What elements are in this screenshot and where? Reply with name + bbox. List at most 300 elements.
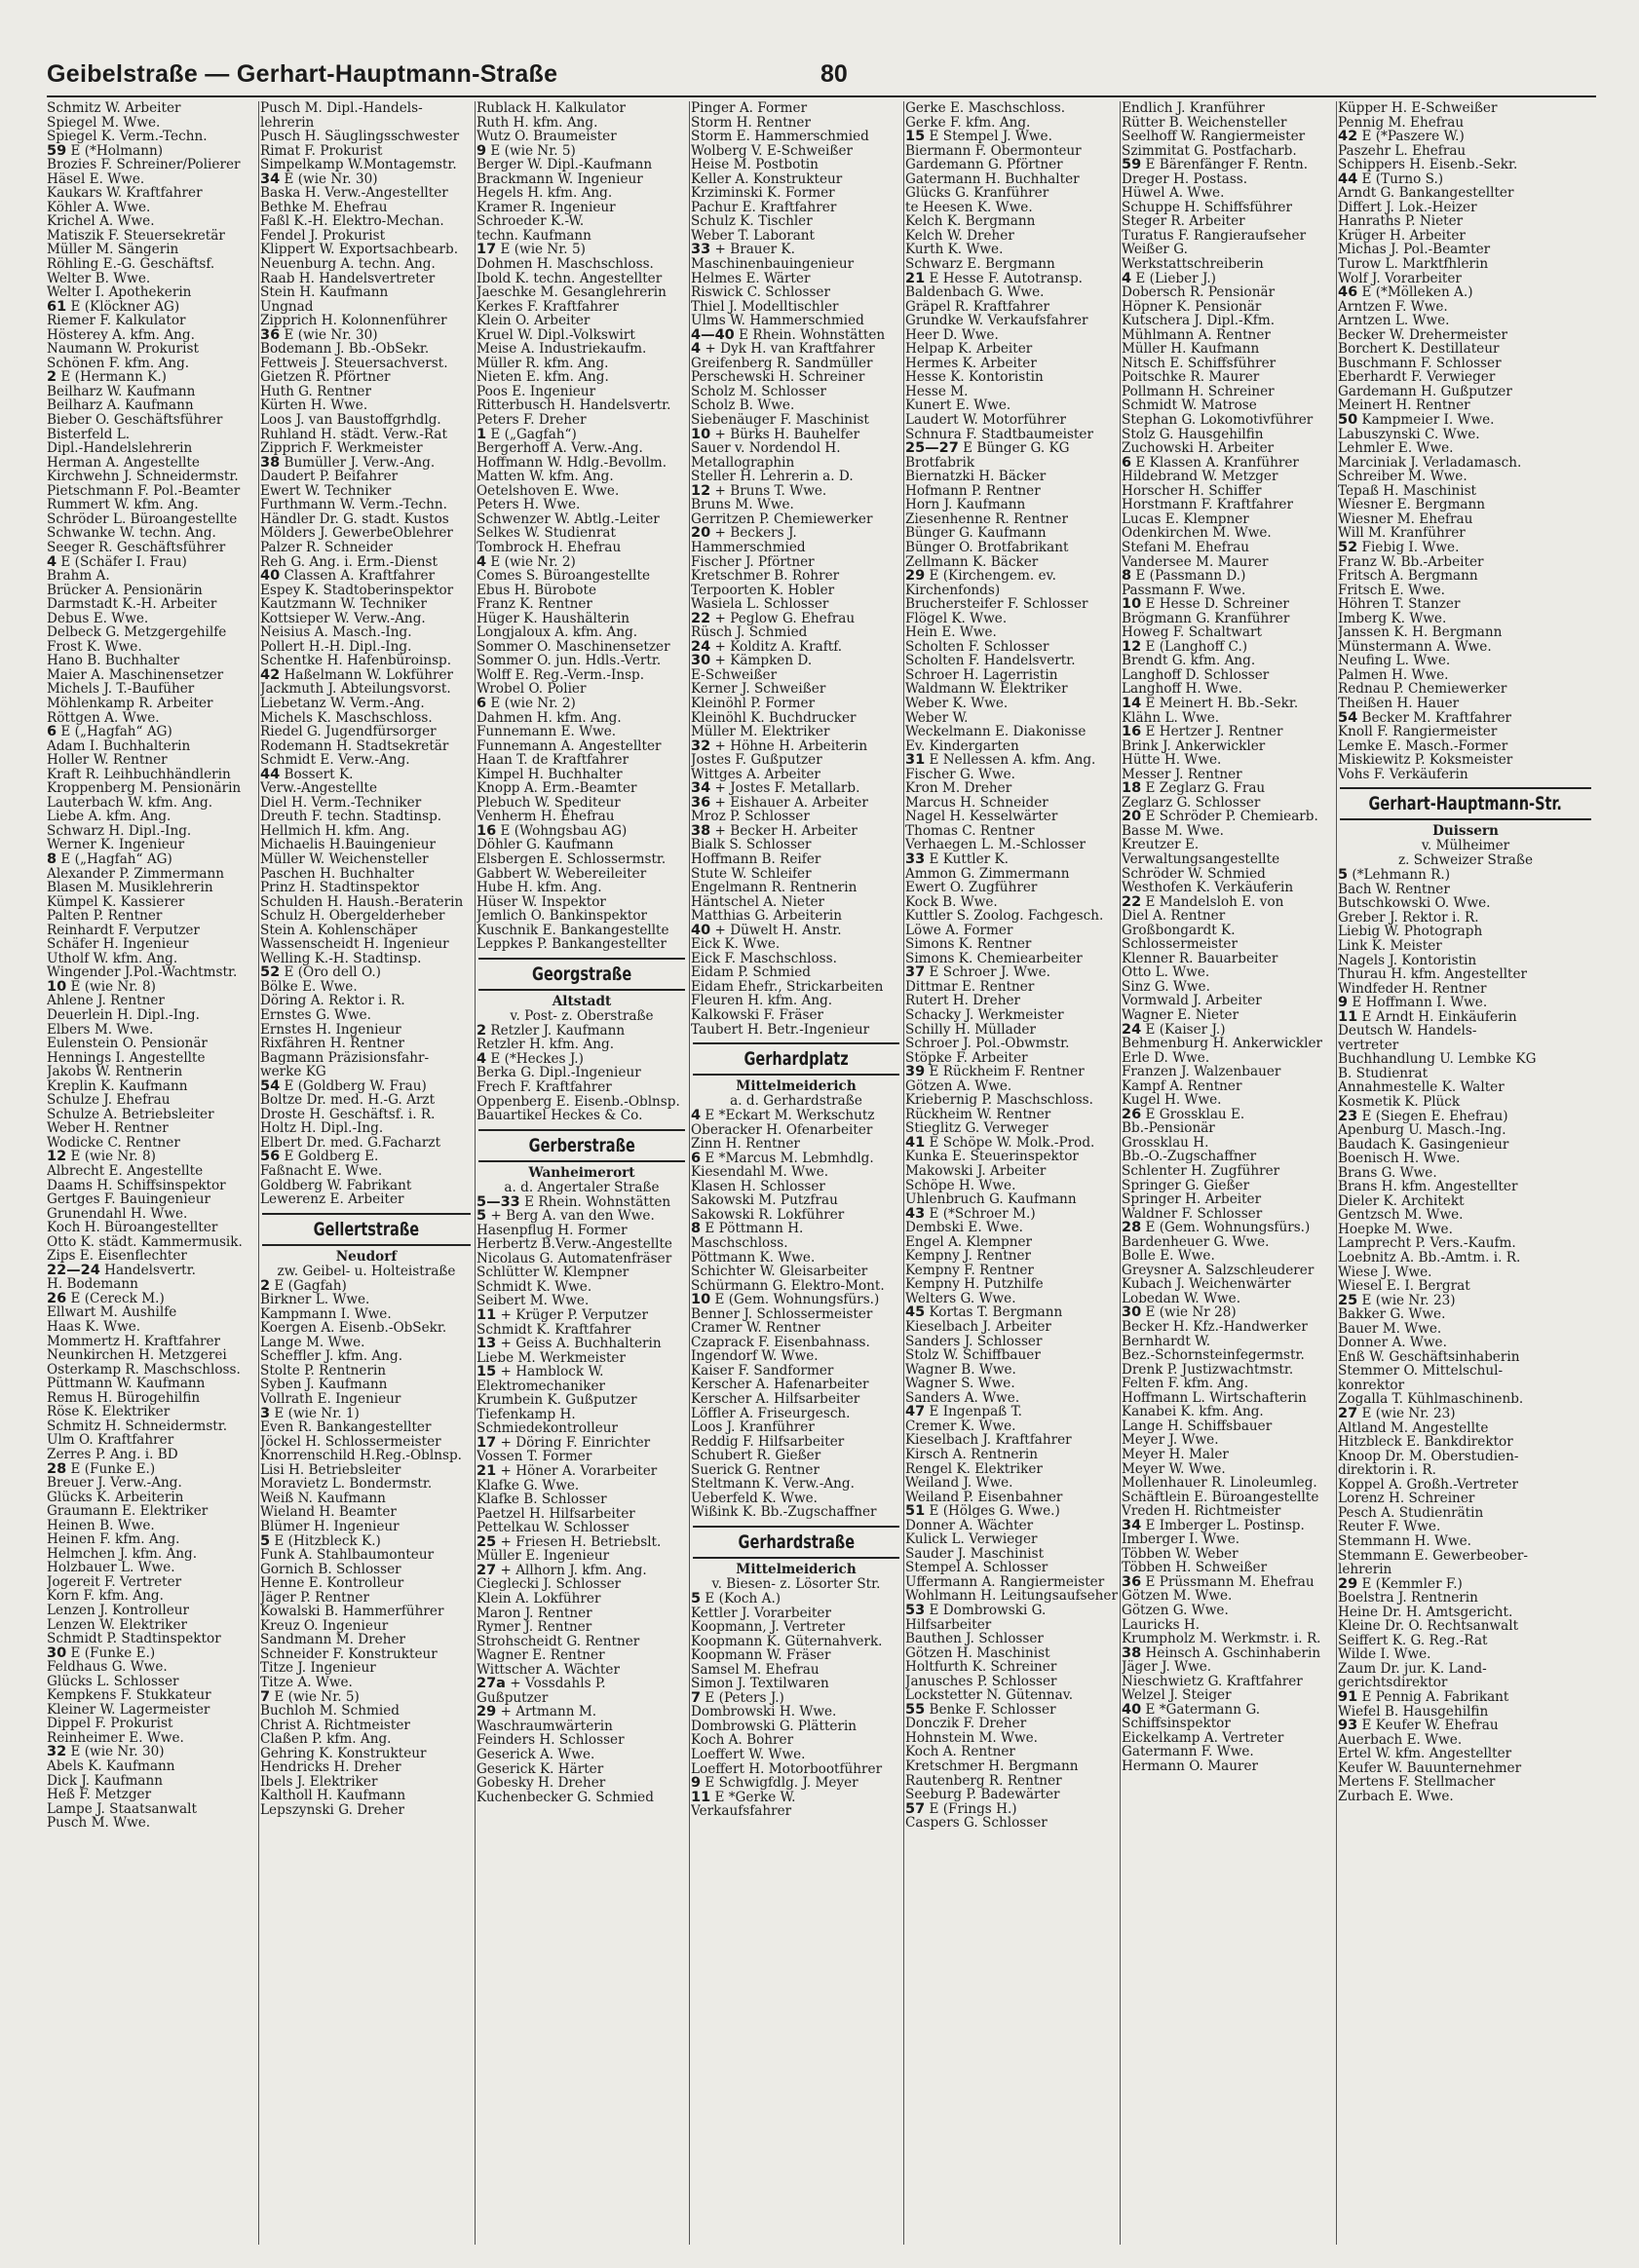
directory-entry: Frech F. Kraftfahrer: [476, 1080, 612, 1095]
directory-entry: Bodemann J. Bb.-ObSekr.: [260, 342, 430, 357]
directory-entry: Bieber O. Geschäftsführer: [47, 413, 223, 428]
directory-entry: Schmitz H. Schneidermstr.: [47, 1418, 228, 1434]
directory-entry: Kerner J. Schweißer: [691, 682, 826, 697]
street-name: Gerhardstraße: [738, 1531, 855, 1553]
directory-entry: 1 E („Gagfah“): [476, 427, 577, 442]
directory-entry: Brahm A.: [47, 569, 110, 584]
directory-entry: Passmann F. Wwe.: [1122, 583, 1246, 598]
directory-entry: Gertges F. Bauingenieur: [47, 1192, 210, 1207]
directory-entry: Stephan G. Lokomotivführer: [1122, 413, 1314, 428]
directory-entry: Thomas C. Rentner: [905, 823, 1035, 839]
directory-entry: Helmchen J. kfm. Ang.: [47, 1546, 198, 1562]
directory-entry: Pusch M. Dipl.-Handels-: [260, 101, 423, 116]
directory-entry: Gornich B. Schlosser: [260, 1562, 401, 1577]
directory-entry: Schroer J. Pol.-Obwmstr.: [905, 1037, 1070, 1051]
directory-entry: 4 E (wie Nr. 2): [476, 554, 576, 570]
directory-entry: 42 E (*Paszere W.): [1338, 130, 1465, 144]
directory-entry: Oetelshoven E. Wwe.: [476, 483, 620, 499]
directory-entry: Seelhoff W. Rangiermeister: [1122, 130, 1306, 144]
directory-entry: Wagner E. Nieter: [1122, 1008, 1239, 1023]
directory-entry: Ingendorf W. Wwe.: [691, 1349, 819, 1364]
directory-entry: Flögel K. Wwe.: [905, 611, 1008, 626]
directory-entry: Pollert H.-H. Dipl.-Ing.: [260, 639, 412, 655]
directory-entry: Blümer H. Ingenieur: [260, 1519, 400, 1534]
directory-entry: Bardenheuer G. Wwe.: [1122, 1234, 1270, 1250]
directory-entry: Pachur E. Kraftfahrer: [691, 200, 837, 215]
directory-entry: 29 E (Kirchengem. ev.: [905, 569, 1056, 584]
directory-entry: Verkaufsfahrer: [691, 1804, 792, 1819]
directory-entry: Breuer J. Verw.-Ang.: [47, 1476, 182, 1491]
directory-entry: Schmidt P. Stadtinspektor: [47, 1632, 221, 1646]
column-separator: [1336, 101, 1337, 2245]
directory-entry: Möhlenkamp R. Arbeiter: [47, 696, 213, 711]
directory-entry: Arndt G. Bankangestellter: [1338, 186, 1514, 201]
directory-entry: Liebetanz W. Verm.-Ang.: [260, 696, 425, 711]
directory-entry: Turow L. Marktfhlerin: [1338, 257, 1489, 272]
directory-entry: Wrobel O. Polier: [476, 682, 587, 697]
directory-entry: Kerscher A. Hilfsarbeiter: [691, 1392, 860, 1407]
directory-entry: Sakowski R. Lokführer: [691, 1207, 845, 1223]
page-number: 80: [820, 60, 848, 88]
directory-entry: Hegels H. kfm. Ang.: [476, 186, 613, 201]
directory-entry: Klasen H. Schlosser: [691, 1179, 825, 1194]
directory-entry: Pöttmann K. Wwe.: [691, 1250, 816, 1266]
directory-entry: Brücker A. Pensionärin: [47, 583, 203, 598]
directory-entry: 22—24 Handelsvertr.: [47, 1263, 196, 1278]
directory-entry: Horscher H. Schiffer: [1122, 483, 1262, 499]
directory-entry: Kock B. Wwe.: [905, 894, 998, 910]
directory-entry: Zogalla T. Kühlmaschinenb.: [1338, 1392, 1524, 1408]
directory-entry: Werner K. Ingenieur: [47, 838, 185, 852]
directory-entry: Wagner E. Rentner: [476, 1648, 605, 1663]
directory-entry: Pietschmann F. Pol.-Beamter: [47, 483, 241, 499]
directory-entry: Meyer J. Wwe.: [1122, 1433, 1219, 1448]
directory-entry: Hano B. Buchhalter: [47, 654, 180, 668]
directory-entry: Kleine Dr. O. Rechtsanwalt: [1338, 1619, 1519, 1634]
directory-entry: Kieselbach J. Arbeiter: [905, 1320, 1051, 1335]
directory-entry: Howeg F. Schaltwart: [1122, 625, 1262, 640]
directory-entry: Abels K. Kaufmann: [47, 1758, 175, 1774]
directory-entry: Michaelis H.Bauingenieur: [260, 838, 437, 852]
directory-entry: Riemer F. Kalkulator: [47, 314, 186, 328]
directory-entry: Poos E. Ingenieur: [476, 384, 596, 399]
directory-entry: Elektromechaniker: [476, 1379, 605, 1394]
directory-entry: 10 E (wie Nr. 8): [47, 979, 156, 995]
directory-entry: Wißink K. Bb.-Zugschaffner: [691, 1505, 877, 1520]
directory-entry: Dobersch R. Pensionär: [1122, 285, 1276, 300]
directory-entry: Höpner K. Pensionär: [1122, 299, 1262, 315]
directory-entry: Bach W. Rentner: [1338, 882, 1450, 897]
directory-entry: Nicolaus G. Automatenfräser: [476, 1251, 672, 1266]
directory-entry: Fischer J. Pförtner: [691, 554, 815, 570]
directory-entry: Grossklau H.: [1122, 1135, 1209, 1151]
directory-entry: Händler Dr. G. stadt. Kustos: [260, 511, 449, 527]
directory-entry: Maron J. Rentner: [476, 1606, 592, 1621]
directory-entry: Ruth H. kfm. Ang.: [476, 115, 598, 131]
directory-entry: Kruel W. Dipl.-Volkswirt: [476, 327, 635, 343]
directory-entry: Jostes F. Gußputzer: [691, 753, 822, 768]
district-name: Mittelmeiderich: [736, 1561, 857, 1577]
directory-entry: Gobesky H. Dreher: [476, 1776, 606, 1791]
directory-entry: Gerke F. kfm. Ang.: [905, 115, 1031, 131]
directory-entry: Koopmann K. Güternahverk.: [691, 1634, 883, 1649]
directory-entry: Ueberfeld K. Wwe.: [691, 1491, 818, 1506]
directory-entry: Loeffert W. Wwe.: [691, 1747, 806, 1762]
street-range: a. d. Gerhardstraße: [730, 1093, 862, 1110]
directory-entry: Sakowski M. Putzfrau: [691, 1193, 838, 1208]
directory-entry: Gardemann H. Gußputzer: [1338, 384, 1512, 399]
directory-entry: Naumann W. Prokurist: [47, 342, 199, 357]
directory-entry: Wohlmann H. Leitungsaufseher: [905, 1589, 1118, 1604]
directory-entry: Longjaloux A. kfm. Ang.: [476, 625, 638, 640]
directory-entry: Heinen B. Wwe.: [47, 1518, 155, 1533]
directory-entry: 12 E (wie Nr. 8): [47, 1150, 156, 1165]
directory-entry: Koch A. Bohrer: [691, 1733, 794, 1748]
directory-entry: E-Schweißer: [691, 667, 778, 683]
directory-entry: Zinn H. Rentner: [691, 1137, 800, 1152]
directory-entry: 27 E (wie Nr. 23): [1338, 1407, 1456, 1421]
directory-entry: Wagner B. Wwe.: [905, 1362, 1016, 1378]
directory-entry: Seeger R. Geschäftsführer: [47, 540, 226, 555]
directory-entry: Steltmann K. Verw.-Ang.: [691, 1477, 855, 1492]
directory-entry: Kron M. Dreher: [905, 781, 1012, 796]
directory-entry: Kempkens F. Stukkateur: [47, 1688, 211, 1703]
directory-entry: Buchhandlung U. Lembke KG: [1338, 1052, 1537, 1067]
directory-entry: Butschkowski O. Wwe.: [1338, 896, 1491, 911]
directory-entry: Neuenburg A. techn. Ang.: [260, 257, 436, 272]
directory-entry: Nagels J. Kontoristin: [1338, 953, 1477, 968]
directory-entry: Küpper H. E-Schweißer: [1338, 101, 1498, 116]
directory-entry: Müller R. kfm. Ang.: [476, 356, 609, 371]
directory-entry: Hube H. kfm. Ang.: [476, 881, 602, 895]
directory-entry: Springer H. Arbeiter: [1122, 1192, 1262, 1207]
directory-entry: Hesse M.: [905, 384, 969, 399]
directory-entry: 5 + Berg A. van den Wwe.: [476, 1209, 655, 1224]
directory-entry: Steller H. Lehrerin a. D.: [691, 470, 854, 484]
directory-entry: 40 E *Gatermann G.: [1122, 1702, 1261, 1718]
directory-entry: Zellmann K. Bäcker: [905, 554, 1039, 570]
directory-entry: Klafke G. Wwe.: [476, 1478, 580, 1493]
directory-entry: Ibels J. Elektriker: [260, 1774, 378, 1790]
directory-entry: Heinen F. kfm. Ang.: [47, 1532, 180, 1547]
directory-entry: Brögmann G. Kranführer: [1122, 611, 1290, 626]
directory-entry: Maschschloss.: [691, 1236, 788, 1251]
directory-entry: Dombrowski H. Wwe.: [691, 1705, 837, 1720]
directory-entry: 16 E Hertzer J. Rentner: [1122, 725, 1283, 739]
directory-entry: Krumbein K. Gußputzer: [476, 1393, 637, 1408]
directory-entry: 33 + Brauer K.: [691, 243, 795, 258]
directory-entry: Kalkowski F. Fräser: [691, 1008, 824, 1023]
directory-entry: Hohnstein M. Wwe.: [905, 1730, 1038, 1746]
directory-entry: Gatermann F. Wwe.: [1122, 1745, 1254, 1759]
page-header: [47, 57, 1596, 95]
directory-entry: Hoffmann L. Wirtschafterin: [1122, 1390, 1307, 1406]
directory-entry: Herman A. Angestellte: [47, 455, 200, 471]
directory-entry: Ebus H. Bürobote: [476, 583, 596, 598]
directory-entry: Weiland P. Eisenbahner: [905, 1490, 1063, 1505]
directory-entry: Dittmar E. Rentner: [905, 979, 1035, 995]
directory-entry: Palten P. Rentner: [47, 909, 163, 924]
directory-entry: Szimmitat G. Postfacharb.: [1122, 143, 1297, 159]
directory-entry: Loebnitz A. Bb.-Amtm. i. R.: [1338, 1251, 1521, 1266]
directory-entry: Klenner R. Bauarbeiter: [1122, 951, 1278, 966]
directory-entry: Münstermann A. Wwe.: [1338, 639, 1492, 655]
directory-entry: 38 Bumüller J. Verw.-Ang.: [260, 455, 436, 471]
directory-entry: Fleuren H. kfm. Ang.: [691, 994, 833, 1008]
directory-entry: Eidam Ehefr., Strickarbeiten: [691, 979, 884, 995]
directory-entry: Eickelkamp A. Vertreter: [1122, 1730, 1284, 1746]
directory-entry: Springer G. Gießer: [1122, 1178, 1250, 1193]
directory-entry: Hilfsarbeiter: [905, 1617, 992, 1633]
directory-entry: Holtz H. Dipl.-Ing.: [260, 1121, 384, 1136]
directory-entry: Feinders H. Schlosser: [476, 1733, 625, 1748]
directory-entry: Kuschnik E. Bankangestellte: [476, 923, 669, 938]
directory-entry: Lucas E. Klempner: [1122, 511, 1249, 527]
directory-entry: Kreutzer E.: [1122, 838, 1200, 852]
directory-entry: Vormwald J. Arbeiter: [1122, 994, 1262, 1008]
directory-entry: Peters F. Dreher: [476, 413, 587, 428]
directory-entry: Wingender J.Pol.-Wachtmstr.: [47, 965, 238, 980]
directory-entry: 5—33 E Rhein. Wohnstätten: [476, 1194, 671, 1210]
directory-entry: Koopmann W. Fräser: [691, 1648, 831, 1663]
directory-entry: Ahlene J. Rentner: [47, 994, 165, 1008]
directory-entry: Paetzel H. Hilfsarbeiter: [476, 1506, 635, 1522]
directory-entry: Kramer R. Ingenieur: [476, 200, 616, 215]
directory-entry: Schroeder K.-W.: [476, 214, 585, 229]
directory-entry: Annahmestelle K. Walter: [1338, 1080, 1505, 1095]
directory-entry: Terpoorten K. Hobler: [691, 583, 835, 598]
directory-entry: Behmenburg H. Ankerwickler: [1122, 1037, 1323, 1051]
directory-entry: Heise M. Postbotin: [691, 158, 819, 172]
directory-entry: Welters G. Wwe.: [905, 1291, 1016, 1306]
directory-entry: Röhling E.-G. Geschäftsf.: [47, 257, 215, 272]
directory-entry: 38 + Becker H. Arbeiter: [691, 823, 858, 839]
directory-entry: Loeffert H. Motorbootführer: [691, 1761, 883, 1777]
directory-entry: Stemmer O. Mittelschul-: [1338, 1364, 1504, 1379]
directory-entry: Wilde I. Wwe.: [1338, 1647, 1431, 1662]
directory-entry: Rückheim W. Rentner: [905, 1107, 1051, 1122]
directory-entry: Lenzen J. Kontrolleur: [47, 1603, 190, 1618]
directory-entry: Bauthen J. Schlosser: [905, 1632, 1044, 1646]
directory-entry: Hildebrand W. Metzger: [1122, 470, 1278, 484]
directory-entry: 4 E (*Heckes J.): [476, 1051, 584, 1067]
directory-entry: Krüger H. Arbeiter: [1338, 228, 1466, 244]
column-3: [476, 101, 687, 2254]
directory-entry: 40 Classen A. Kraftfahrer: [260, 569, 436, 584]
directory-entry: Knoll F. Rangiermeister: [1338, 725, 1498, 739]
column-separator: [903, 101, 904, 2245]
directory-entry: Grundke W. Verkaufsfahrer: [905, 314, 1088, 328]
directory-entry: Ernstes G. Wwe.: [260, 1008, 371, 1023]
directory-entry: Geserick K. Härter: [476, 1761, 604, 1777]
directory-entry: Kampf A. Rentner: [1122, 1078, 1242, 1094]
directory-entry: Schwenzer W. Abtlg.-Leiter: [476, 511, 660, 527]
directory-entry: 59 E Bärenfänger F. Rentn.: [1122, 158, 1309, 172]
directory-entry: Titze J. Ingenieur: [260, 1661, 376, 1676]
directory-entry: Schröder L. Büroangestellte: [47, 511, 238, 527]
directory-entry: Elsbergen E. Schlossermstr.: [476, 851, 667, 867]
directory-entry: Helpap K. Arbeiter: [905, 342, 1033, 357]
directory-entry: Ruhland H. städt. Verw.-Rat: [260, 427, 447, 442]
directory-entry: Kosmetik K. Plück: [1338, 1095, 1461, 1110]
directory-entry: Liebig W. Photograph: [1338, 925, 1483, 939]
directory-entry: Eberhardt F. Verwieger: [1338, 370, 1496, 385]
directory-entry: Spiegel M. Wwe.: [47, 115, 161, 131]
directory-entry: Stolz G. Hausgehilfin: [1122, 427, 1264, 442]
directory-entry: Schöpe H. Wwe.: [905, 1178, 1016, 1193]
street-name: Georgstraße: [531, 963, 632, 985]
directory-entry: 13 + Geiss A. Buchhalterin: [476, 1337, 662, 1351]
directory-entry: Horn J. Kaufmann: [905, 498, 1026, 512]
directory-entry: Klähn L. Wwe.: [1122, 710, 1220, 726]
directory-entry: 53 E Dombrowski G.: [905, 1603, 1047, 1618]
directory-entry: 52 Fiebig I. Wwe.: [1338, 540, 1460, 555]
directory-entry: Herbertz B.Verw.-Angestellte: [476, 1237, 672, 1252]
directory-entry: Eick F. Maschschloss.: [691, 951, 837, 966]
directory-entry: 6 E (wie Nr. 2): [476, 696, 576, 711]
directory-entry: Gentzsch M. Wwe.: [1338, 1208, 1464, 1223]
directory-entry: Czaprack F. Eisenbahnass.: [691, 1335, 870, 1350]
directory-entry: techn. Kaufmann: [476, 228, 591, 244]
directory-entry: Müller E. Ingenieur: [476, 1549, 610, 1564]
directory-entry: Greysner A. Salzschleuderer: [1122, 1263, 1315, 1278]
directory-entry: Kurth K. Wwe.: [905, 243, 1004, 258]
directory-entry: Bakker G. Wwe.: [1338, 1307, 1446, 1322]
directory-entry: 17 + Döring F. Einrichter: [476, 1435, 651, 1451]
directory-entry: 5 (*Lehmann R.): [1338, 868, 1451, 883]
directory-entry: Hanraths P. Nieter: [1338, 214, 1464, 229]
directory-entry: Donner A. Wwe.: [1338, 1336, 1447, 1350]
directory-entry: B. Studienrat: [1338, 1066, 1429, 1081]
directory-entry: Döring A. Rektor i. R.: [260, 994, 405, 1008]
directory-entry: Vollrath E. Ingenieur: [260, 1392, 401, 1407]
directory-entry: Benner J. Schlossermeister: [691, 1306, 873, 1322]
directory-entry: Selkes W. Studienrat: [476, 526, 616, 541]
directory-entry: 6 E („Hagfah“ AG): [47, 725, 172, 739]
directory-entry: Zeglarz G. Schlosser: [1122, 795, 1261, 811]
directory-entry: Lockstetter N. Gütennav.: [905, 1688, 1074, 1703]
directory-entry: Paszehr L. Ehefrau: [1338, 143, 1467, 159]
directory-entry: Enß W. Geschäftsinhaberin: [1338, 1349, 1520, 1365]
directory-entry: Gerke E. Maschschloss.: [905, 101, 1066, 116]
directory-entry: Kulick L. Verwieger: [905, 1532, 1038, 1547]
directory-entry: 20 E Schröder P. Chemiearb.: [1122, 810, 1318, 824]
directory-entry: Dahmen H. kfm. Ang.: [476, 710, 622, 726]
directory-entry: 27a + Vossdahls P.: [476, 1677, 606, 1691]
directory-entry: Arntzen L. Wwe.: [1338, 314, 1450, 328]
directory-entry: Otto L. Wwe.: [1122, 965, 1210, 980]
directory-entry: Daudert P. Beifahrer: [260, 470, 399, 484]
directory-entry: 54 E (Goldberg W. Frau): [260, 1078, 427, 1094]
directory-entry: Bünger O. Brotfabrikant: [905, 540, 1069, 555]
directory-entry: Basse M. Wwe.: [1122, 823, 1224, 839]
directory-entry: 25—27 E Bünger G. KG: [905, 441, 1070, 456]
directory-entry: Müller M. Sängerin: [47, 243, 179, 258]
directory-entry: Kriebernig P. Maschschloss.: [905, 1093, 1093, 1108]
directory-entry: Hüger K. Haushälterin: [476, 611, 629, 626]
directory-entry: Liebe M. Werkmeister: [476, 1350, 626, 1366]
directory-entry: Elbers M. Wwe.: [47, 1022, 154, 1038]
directory-entry: 28 E (Funke E.): [47, 1461, 156, 1477]
directory-entry: Marciniak J. Verladamasch.: [1338, 455, 1522, 471]
directory-entry: 24 + Kolditz A. Kraftf.: [691, 639, 843, 655]
directory-entry: Thurau H. kfm. Angestellter: [1338, 967, 1528, 982]
directory-entry: Schmidt K. Kraftfahrer: [476, 1322, 631, 1338]
directory-entry: Schröder W. Schmied: [1122, 866, 1266, 882]
directory-entry: Faßnacht E. Wwe.: [260, 1164, 383, 1179]
directory-entry: Kempny F. Rentner: [905, 1263, 1034, 1278]
directory-entry: Wutz O. Braumeister: [476, 130, 617, 144]
directory-entry: Vreden H. Richtmeister: [1122, 1504, 1281, 1519]
directory-entry: Dipl.-Handelslehrerin: [47, 441, 193, 456]
directory-entry: Schmiedekontrolleur: [476, 1421, 619, 1436]
directory-entry: Otto K. städt. Kammermusik.: [47, 1234, 243, 1250]
directory-entry: Eulenstein O. Pensionär: [47, 1037, 208, 1051]
directory-entry: Buschmann F. Schlosser: [1338, 356, 1502, 371]
directory-entry: Bez.-Schornsteinfegermstr.: [1122, 1348, 1305, 1363]
directory-entry: Bruchersteifer F. Schlosser: [905, 597, 1088, 612]
directory-entry: Bauartikel Heckes & Co.: [476, 1109, 643, 1123]
directory-entry: vertreter: [1338, 1038, 1399, 1053]
directory-entry: Knopp A. Erm.-Beamter: [476, 781, 637, 796]
directory-entry: Weckelmann E. Diakonisse: [905, 725, 1086, 739]
directory-entry: Koch A. Rentner: [905, 1745, 1015, 1759]
directory-entry: 32 E (wie Nr. 30): [47, 1745, 165, 1759]
directory-entry: Kerscher A. Hafenarbeiter: [691, 1378, 869, 1393]
directory-entry: Knorrenschild H.Reg.-Oblnsp.: [260, 1449, 462, 1463]
directory-entry: 2 Retzler J. Kaufmann: [476, 1023, 626, 1039]
directory-entry: Retzler H. kfm. Ang.: [476, 1038, 615, 1052]
directory-entry: Maschinenbauingenieur: [691, 257, 855, 272]
directory-entry: Delbeck G. Metzgergehilfe: [47, 625, 227, 640]
directory-entry: Wolff E. Reg.-Verm.-Insp.: [476, 667, 645, 683]
directory-entry: Simon J. Textilwaren: [691, 1677, 829, 1691]
directory-entry: Bisterfeld L.: [47, 427, 131, 442]
directory-entry: 11 E *Gerke W.: [691, 1790, 796, 1805]
directory-entry: Verw.-Angestellte: [260, 781, 378, 796]
directory-entry: Franzen J. Walzenbauer: [1122, 1065, 1281, 1079]
directory-entry: Götzen H. Maschinist: [905, 1645, 1050, 1661]
directory-entry: Bernhardt W.: [1122, 1334, 1211, 1349]
directory-entry: Kirsch A. Rentnerin: [905, 1447, 1039, 1462]
directory-entry: Gabbert W. Webereileiter: [476, 866, 647, 882]
directory-entry: Fischer G. Wwe.: [905, 767, 1015, 782]
street-range: zw. Geibel- u. Holteistraße: [277, 1263, 456, 1279]
column-6: [1122, 101, 1334, 2254]
directory-entry: Tepaß H. Maschinist: [1338, 483, 1477, 499]
directory-entry: Pusch M. Wwe.: [47, 1816, 151, 1831]
directory-entry: Sauer v. Nordendol H.: [691, 441, 841, 456]
directory-entry: Hoffmann W. Hdlg.-Bevollm.: [476, 455, 667, 471]
directory-entry: Krumpholz M. Werkmstr. i. R.: [1122, 1632, 1321, 1646]
directory-entry: 91 E Pennig A. Fabrikant: [1338, 1689, 1509, 1705]
directory-entry: konrektor: [1338, 1378, 1405, 1393]
directory-entry: Nieschwietz G. Kraftfahrer: [1122, 1674, 1303, 1689]
directory-entry: Pesch A. Studienrätin: [1338, 1505, 1484, 1521]
directory-entry: Schlenter H. Zugführer: [1122, 1164, 1280, 1179]
directory-entry: Hein E. Wwe.: [905, 625, 997, 640]
directory-entry: Welzel J. Steiger: [1122, 1688, 1232, 1703]
directory-entry: Lange H. Schiffsbauer: [1122, 1418, 1273, 1434]
directory-entry: Rütter B. Weichensteller: [1122, 115, 1287, 131]
directory-entry: Droste H. Geschäftsf. i. R.: [260, 1107, 436, 1122]
directory-entry: Häsel E. Wwe.: [47, 171, 145, 187]
directory-entry: 18 E Zeglarz G. Frau: [1122, 781, 1266, 796]
directory-entry: Odenkirchen M. Wwe.: [1122, 526, 1272, 541]
directory-entry: Kimpel H. Buchhalter: [476, 767, 623, 782]
directory-entry: 9 E (wie Nr. 5): [476, 143, 576, 159]
directory-entry: Becker W. Drehermeister: [1338, 327, 1507, 343]
